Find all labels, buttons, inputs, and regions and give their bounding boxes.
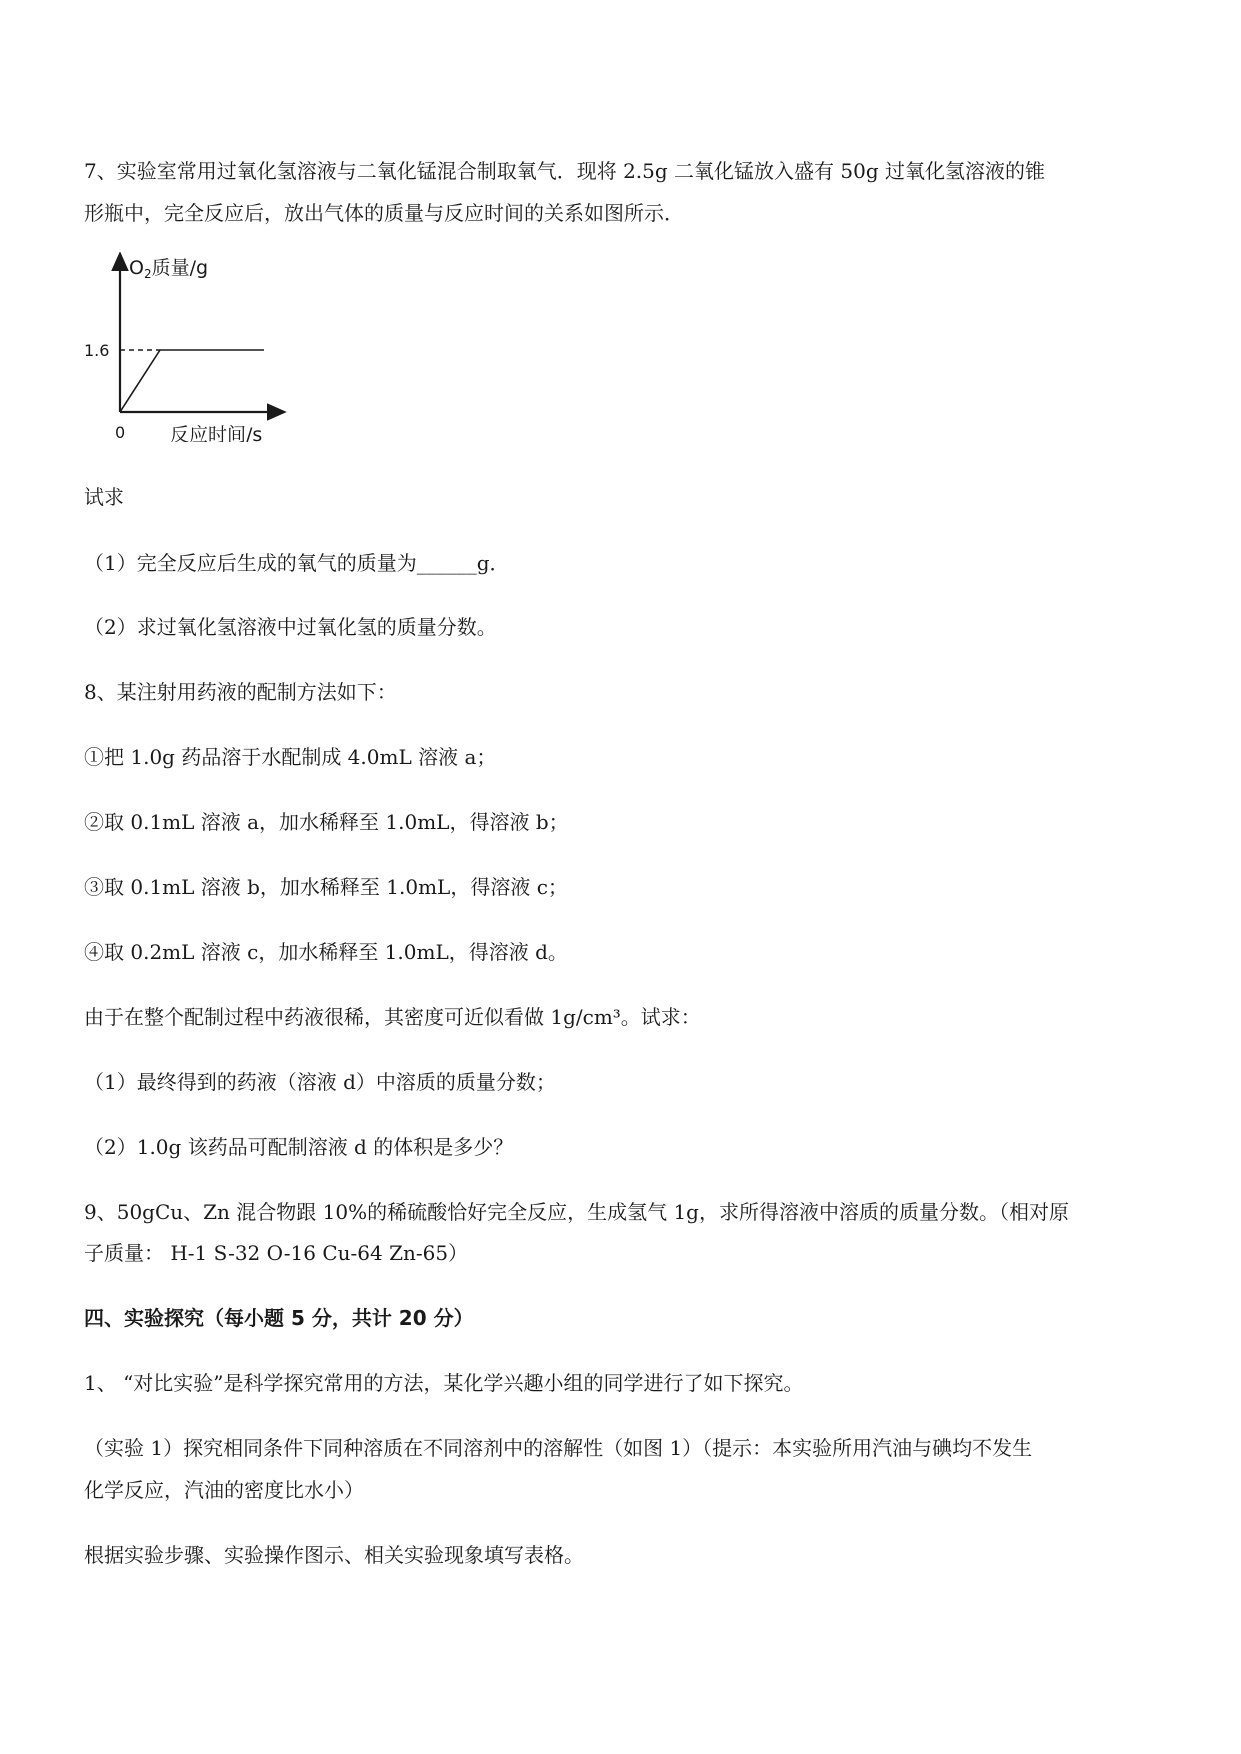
q8-part-2: （2）1.0g 该药品可配制溶液 d 的体积是多少？ [84, 1135, 514, 1159]
q7-part-2: （2）求过氧化氢溶液中过氧化氢的质量分数。 [84, 615, 497, 639]
x-axis-label: 反应时间/s [170, 424, 263, 442]
q8-note: 由于在整个配制过程中药液很稀，其密度可近似看做 1g/cm³。试求： [84, 1005, 701, 1029]
experiment-1-line-1: （实验 1）探究相同条件下同种溶质在不同溶剂中的溶解性（如图 1）（提示：本实验所用汽油与碘均不发生 [84, 1436, 1033, 1460]
origin-label: 0 [115, 423, 126, 442]
q8-part-1: （1）最终得到的药液（溶液 d）中溶质的质量分数； [84, 1070, 556, 1094]
reaction-curve-rise [120, 350, 160, 412]
q8-step-4: ④取 0.2mL 溶液 c，加水稀释至 1.0mL，得溶液 d。 [84, 940, 568, 964]
q8-stem: 8、某注射用药液的配制方法如下： [84, 680, 397, 704]
q7-ask: 试求 [84, 485, 124, 509]
q7-stem-line-1: 7、实验室常用过氧化氢溶液与二氧化锰混合制取氧气．现将 2.5g 二氧化锰放入盛有 50g 过氧化氢溶液的锥 [84, 159, 1046, 183]
section-4-instruction: 根据实验步骤、实验操作图示、相关实验现象填写表格。 [84, 1543, 584, 1567]
experiment-1-line-2: 化学反应，汽油的密度比水小） [84, 1478, 364, 1502]
q8-step-1: ①把 1.0g 药品溶于水配制成 4.0mL 溶液 a； [84, 745, 497, 769]
y-axis-label: $O_2$质量/g [129, 257, 209, 281]
q9-line-2: 子质量： H-1 S-32 O-16 Cu-64 Zn-65） [84, 1241, 469, 1265]
y-tick-label: 1.6 [84, 341, 110, 360]
q9-line-1: 9、50gCu、Zn 混合物跟 10%的稀硫酸恰好完全反应，生成氢气 1g，求所得溶液中溶质的质量分数。（相对原 [84, 1200, 1069, 1224]
q8-step-3: ③取 0.1mL 溶液 b，加水稀释至 1.0mL，得溶液 c； [84, 875, 568, 899]
q7-part-1: （1）完全反应后生成的氧气的质量为______g． [84, 551, 510, 575]
section-4-q1: 1、 “对比实验”是科学探究常用的方法，某化学兴趣小组的同学进行了如下探究。 [84, 1371, 804, 1395]
oxygen-mass-time-graph [78, 252, 298, 442]
section-4-heading: 四、实验探究（每小题 5 分，共计 20 分） [84, 1306, 474, 1330]
q7-stem-line-2: 形瓶中，完全反应后，放出气体的质量与反应时间的关系如图所示． [84, 201, 684, 225]
q8-step-2: ②取 0.1mL 溶液 a，加水稀释至 1.0mL，得溶液 b； [84, 810, 569, 834]
